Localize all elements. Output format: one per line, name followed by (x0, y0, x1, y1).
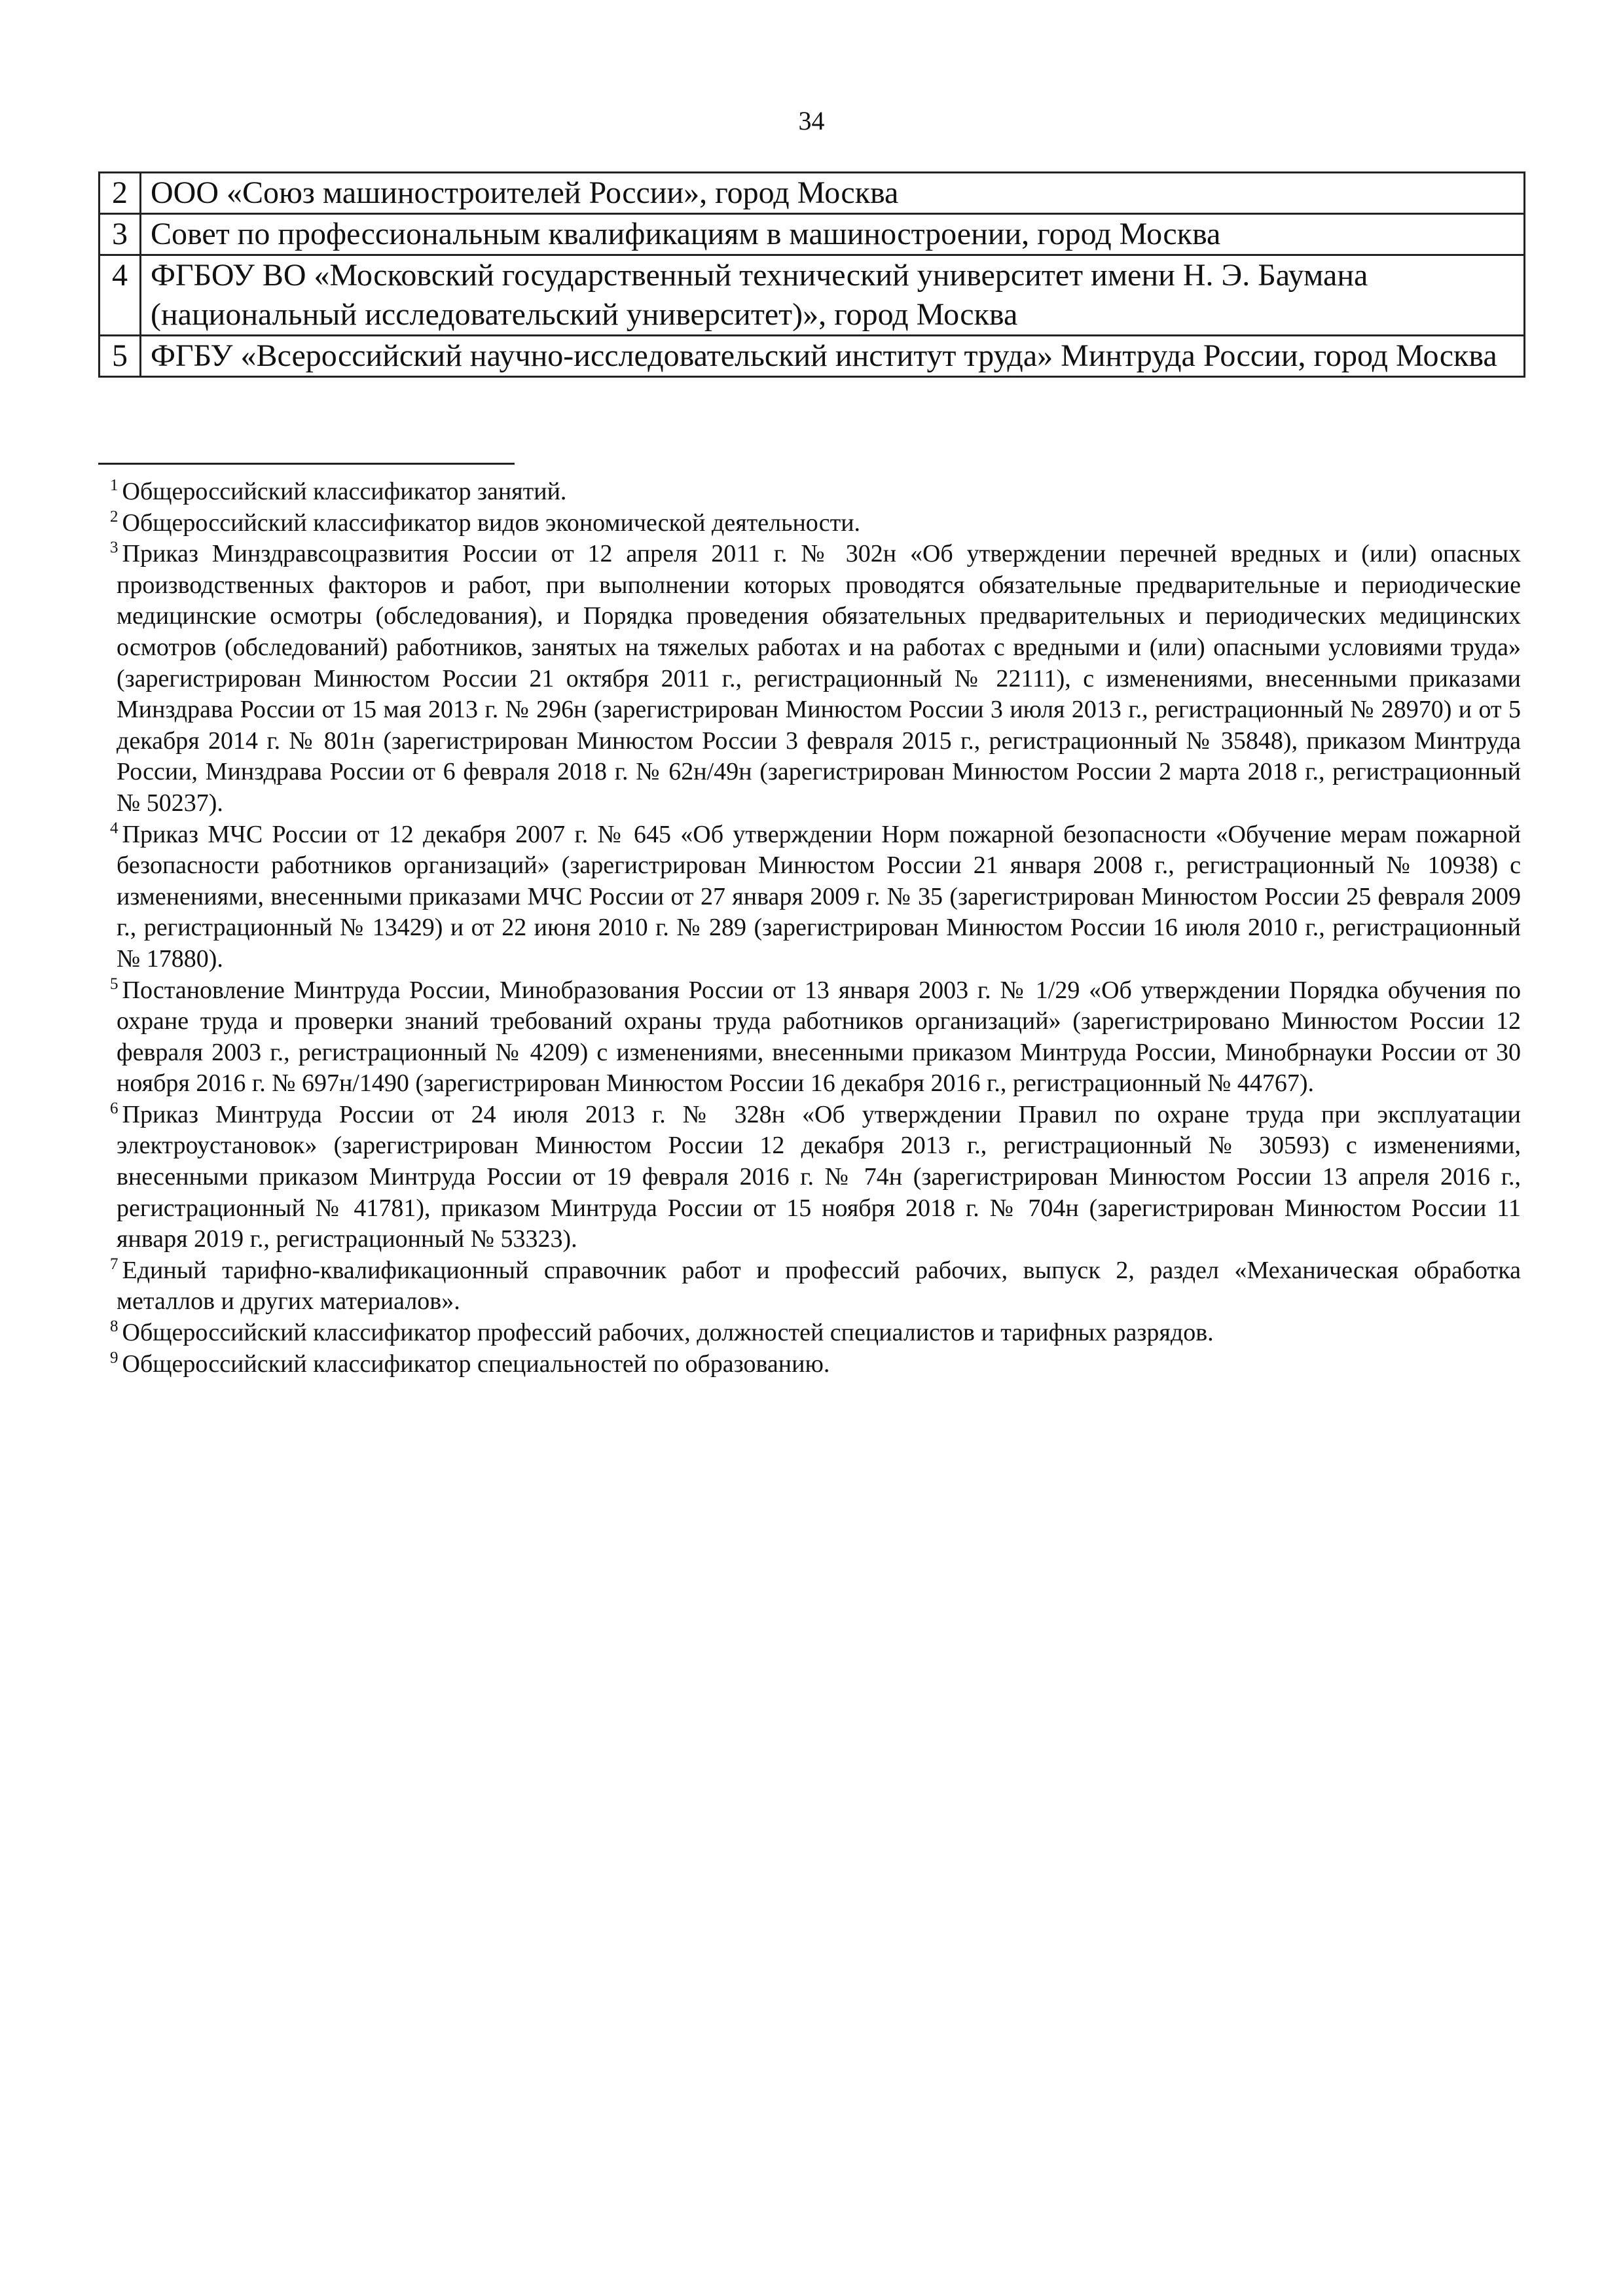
footnote (110, 507, 1521, 539)
footnote (110, 975, 1521, 1100)
footnote-mark: 6 (110, 1099, 119, 1117)
footnote-text: Общероссийский классификатор занятий. (122, 478, 567, 505)
footnote-mark: 8 (110, 1318, 119, 1336)
footnote-mark: 5 (110, 975, 119, 993)
page-number: 34 (798, 106, 825, 135)
organizations-table (98, 171, 1525, 378)
footnote-mark: 7 (110, 1255, 119, 1273)
table-row (100, 336, 1525, 377)
footnote (110, 539, 1521, 819)
organization-name: ООО «Союз машиностроителей России», город Москва (141, 173, 1525, 214)
row-number: 4 (100, 255, 141, 336)
footnote (110, 1318, 1521, 1349)
footnotes (110, 476, 1521, 1380)
footnote-separator (98, 463, 515, 465)
footnote-mark: 9 (110, 1348, 119, 1367)
table-row (100, 255, 1525, 336)
row-number: 2 (100, 173, 141, 214)
footnote-text: Приказ МЧС России от 12 декабря 2007 г. № 645 «Об утверждении Норм пожарной безопасности «Обучение мерам пожарной безопасности работников организаций» (зарегистрирован Минюстом России 21 января 2008 г., регистрационный № 10938) с изменениями, внесенными приказами МЧС России от 27 января 2009 г. № 35 (зарегистрирован Минюстом России 25 февраля 2009 г., регистрационный № 13429) и от 22 июня 2010 г. № 289 (зарегистрирован Минюстом России 16 июля 2010 г., регистрационный № 17880). (117, 820, 1521, 973)
organization-name: ФГБУ «Всероссийский научно-исследовательский институт труда» Минтруда России, город Москва (141, 336, 1525, 377)
footnote (110, 1099, 1521, 1255)
footnote-text: Приказ Минтруда России от 24 июля 2013 г. № 328н «Об утверждении Правил по охране труда при эксплуатации электроустановок» (зарегистрирован Минюстом России 12 декабря 2013 г., регистрационный № 30593) с изменениями, внесенными приказом Минтруда России от 19 февраля 2016 г. № 74н (зарегистрирован Минюстом России 13 апреля 2016 г., регистрационный № 41781), приказом Минтруда России от 15 ноября 2018 г. № 704н (зарегистрирован Минюстом России 11 января 2019 г., регистрационный № 53323). (117, 1100, 1521, 1253)
footnote-text: Постановление Минтруда России, Минобразования России от 13 января 2003 г. № 1/29 «Об утверждении Порядка обучения по охране труда и проверки знаний требований охраны труда работников организаций» (зарегистрировано Минюстом России 12 февраля 2003 г., регистрационный № 4209) с изменениями, внесенными приказом Минтруда России, Минобрнауки России от 30 ноября 2016 г. № 697н/1490 (зарегистрирован Минюстом России 16 декабря 2016 г., регистрационный № 44767). (117, 976, 1521, 1098)
footnote-mark: 4 (110, 819, 119, 837)
footnote-mark: 1 (110, 476, 119, 494)
footnote (110, 819, 1521, 975)
footnote-mark: 2 (110, 507, 119, 526)
footnote (110, 476, 1521, 508)
row-number: 5 (100, 336, 141, 377)
footnote (110, 1255, 1521, 1318)
footnote-text: Общероссийский классификатор профессий рабочих, должностей специалистов и тарифных разрядов. (122, 1319, 1214, 1347)
footnote-text: Общероссийский классификатор специальностей по образованию. (122, 1350, 830, 1378)
organization-name: Совет по профессиональным квалификациям в машиностроении, город Москва (141, 214, 1525, 255)
table-row (100, 214, 1525, 255)
table-row (100, 173, 1525, 214)
footnote-text: Приказ Минздравсоцразвития России от 12 апреля 2011 г. № 302н «Об утверждении перечней вредных и (или) опасных производственных факторов и работ, при выполнении которых проводятся обязательные предварительные и периодические медицинские осмотры (обследования), и Порядка проведения обязательных предварительных и периодических медицинских осмотров (обследований) работников, занятых на тяжелых работах и на работах с вредными и (или) опасными условиями труда» (зарегистрирован Минюстом России 21 октября 2011 г., регистрационный № 22111), с изменениями, внесенными приказами Минздрава России от 15 мая 2013 г. № 296н (зарегистрирован Минюстом России 3 июля 2013 г., регистрационный № 28970) и от 5 декабря 2014 г. № 801н (зарегистрирован Минюстом России 3 февраля 2015 г., регистрационный № 35848), приказом Минтруда России, Минздрава России от 6 февраля 2018 г. № 62н/49н (зарегистрирован Минюстом России 2 марта 2018 г., регистрационный № 50237). (117, 540, 1521, 817)
row-number: 3 (100, 214, 141, 255)
footnote-text: Общероссийский классификатор видов экономической деятельности. (122, 509, 861, 537)
footnote (110, 1348, 1521, 1380)
footnote-text: Единый тарифно-квалификационный справочник работ и профессий рабочих, выпуск 2, раздел «Механическая обработка металлов и других материалов». (117, 1256, 1521, 1316)
footnote-mark: 3 (110, 539, 119, 557)
organization-name: ФГБОУ ВО «Московский государственный технический университет имени Н. Э. Баумана (национальный исследовательский университет)», город Москва (141, 255, 1525, 336)
